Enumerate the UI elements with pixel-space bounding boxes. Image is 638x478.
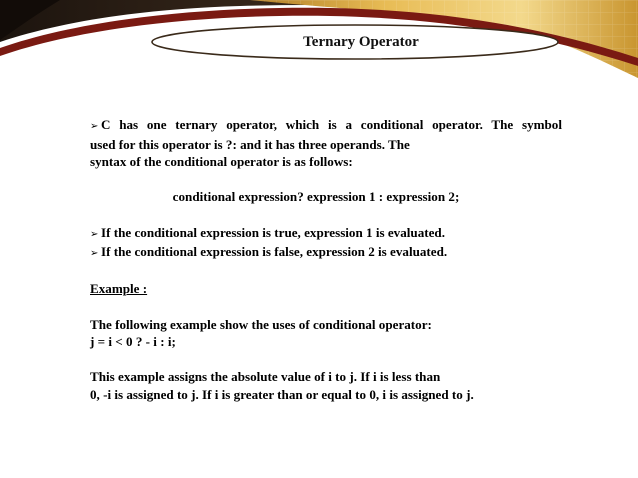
intro-line-1 [90, 116, 562, 136]
example-intro: The following example show the uses of conditional operator: [90, 316, 432, 332]
spacer [90, 351, 562, 369]
intro-line-1-text: C has one ternary operator, which is a conditional operator. The symbol [101, 117, 562, 132]
example-heading: Example : [90, 281, 148, 297]
bullet-text: If the conditional expression is false, expression 2 is evaluated. [101, 244, 448, 260]
title-oval [152, 23, 558, 61]
spacer [90, 298, 562, 316]
bullet-text: If the conditional expression is true, expression 1 is evaluated. [101, 224, 445, 240]
arrow-bullet-icon: ➢ [90, 121, 99, 132]
slide-title: Ternary Operator [303, 33, 419, 50]
slide-body [90, 116, 562, 404]
spacer [90, 206, 562, 224]
syntax-line: conditional expression? expression 1 : expression 2; [172, 189, 460, 205]
intro-line-3: syntax of the conditional operator is as follows: [90, 154, 353, 170]
spacer [90, 171, 562, 189]
bullet-item-true [90, 224, 562, 244]
explanation-line-1: This example assigns the absolute value of i to j. If i is less than [90, 369, 441, 385]
example-code: j = i < 0 ? - i : i; [90, 334, 176, 350]
arrow-bullet-icon: ➢ [90, 248, 99, 260]
explanation-line-2: 0, -i is assigned to j. If i is greater than or equal to 0, i is assigned to j. [90, 386, 474, 402]
arrow-bullet-icon: ➢ [90, 228, 99, 240]
intro-line-2: used for this operator is ?: and it has three operands. The [90, 136, 410, 152]
spacer [90, 263, 562, 281]
bullet-item-false [90, 243, 562, 263]
